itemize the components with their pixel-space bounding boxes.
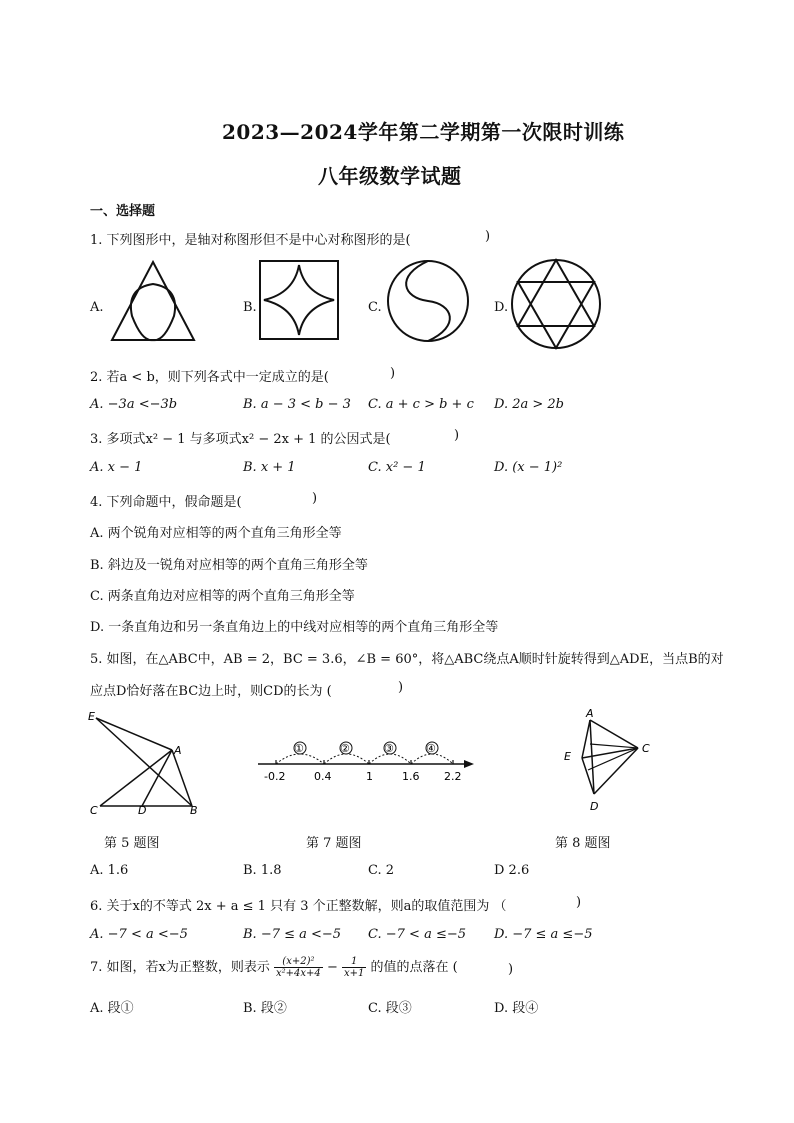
- q3-option-a: A. x − 1: [90, 460, 143, 475]
- fig8-label-e: E: [564, 750, 571, 763]
- q4-option-a: A. 两个锐角对应相等的两个直角三角形全等: [90, 526, 342, 541]
- figure-5-caption: 第 5 题图: [104, 836, 160, 851]
- q7-stem-pre: 7. 如图，若x为正整数，则表示: [90, 960, 270, 975]
- question-5-close: ): [398, 680, 404, 695]
- question-3-stem: 3. 多项式x² − 1 与多项式x² − 2x + 1 的公因式是(: [90, 432, 391, 447]
- q1-figure-a: [108, 258, 198, 344]
- q1-label-b: B.: [243, 300, 257, 315]
- fig7-seg-2: ②: [340, 742, 350, 755]
- q1-label-c: C.: [368, 300, 382, 315]
- fig5-label-c: C: [90, 804, 98, 817]
- q7-option-b: B. 段②: [243, 1001, 287, 1016]
- q5-option-d: D 2.6: [494, 863, 530, 878]
- question-1-stem: 1. 下列图形中，是轴对称图形但不是中心对称图形的是(: [90, 233, 411, 248]
- q4-option-b: B. 斜边及一锐角对应相等的两个直角三角形全等: [90, 558, 368, 573]
- fig7-seg-3: ③: [384, 742, 394, 755]
- q5-option-b: B. 1.8: [243, 863, 282, 878]
- q2-option-c: C. a + c > b + c: [368, 397, 474, 412]
- q7-stem-post: 的值的点落在 (: [370, 960, 458, 975]
- figure-8-caption: 第 8 题图: [555, 836, 611, 851]
- q3-option-d: D. (x − 1)²: [494, 460, 563, 475]
- question-2-stem: 2. 若a < b，则下列各式中一定成立的是(: [90, 370, 329, 385]
- fig5-label-b: B: [190, 804, 198, 817]
- q7-frac1-numerator: (x+2)²: [274, 956, 323, 968]
- q4-option-d: D. 一条直角边和另一条直角边上的中线对应相等的两个直角三角形全等: [90, 620, 499, 635]
- q7-option-a: A. 段①: [90, 1001, 134, 1016]
- q5-option-a: A. 1.6: [90, 863, 129, 878]
- q7-frac2-numerator: 1: [342, 956, 366, 968]
- q7-option-c: C. 段③: [368, 1001, 412, 1016]
- fig7-tick-5: 2.2: [444, 770, 462, 783]
- q6-option-d: D. −7 ≤ a ≤−5: [494, 927, 593, 942]
- q7-frac1-denominator: x²+4x+4: [276, 968, 321, 979]
- figure-8: [560, 708, 660, 816]
- q6-option-a: A. −7 < a <−5: [90, 927, 188, 942]
- q1-figure-b: [258, 259, 340, 341]
- fig7-seg-1: ①: [294, 742, 304, 755]
- fig7-tick-3: 1: [366, 770, 373, 783]
- q5-option-c: C. 2: [368, 863, 395, 878]
- fig8-label-d: D: [590, 800, 599, 813]
- q7-minus: −: [326, 960, 338, 975]
- question-5-line-2: 应点D恰好落在BC边上时，则CD的长为 (: [90, 684, 332, 699]
- q7-fraction-2: [342, 956, 366, 979]
- exam-title: 2023—2024学年第二学期第一次限时训练: [222, 120, 625, 144]
- section-heading: 一、选择题: [90, 204, 156, 219]
- q1-figure-d: [510, 258, 602, 350]
- question-2-close: ): [390, 366, 396, 381]
- figure-5: [86, 710, 208, 816]
- q6-option-b: B. −7 ≤ a <−5: [243, 927, 342, 942]
- q7-frac2-denominator: x+1: [343, 968, 365, 979]
- q1-label-a: A.: [90, 300, 104, 315]
- q2-option-a: A. −3a <−3b: [90, 397, 178, 412]
- fig7-seg-4: ④: [426, 742, 436, 755]
- figure-7-caption: 第 7 题图: [306, 836, 362, 851]
- question-5-line-1: 5. 如图，在△ABC中，AB = 2，BC = 3.6，∠B = 60°，将△ABC绕点A顺时针旋转得到△ADE，当点B的对: [90, 652, 724, 667]
- q1-figure-c: [385, 258, 471, 344]
- q2-option-d: D. 2a > 2b: [494, 397, 564, 412]
- fig7-tick-4: 1.6: [402, 770, 420, 783]
- question-4-stem: 4. 下列命题中，假命题是(: [90, 495, 242, 510]
- q2-option-b: B. a − 3 < b − 3: [243, 397, 351, 412]
- question-4-close: ): [312, 491, 318, 506]
- fig7-tick-2: 0.4: [314, 770, 332, 783]
- question-7-close: ): [508, 962, 514, 977]
- fig5-label-e: E: [88, 710, 95, 723]
- question-1-close: ): [485, 229, 491, 244]
- q4-option-c: C. 两条直角边对应相等的两个直角三角形全等: [90, 589, 355, 604]
- q1-label-d: D.: [494, 300, 509, 315]
- fig8-label-c: C: [642, 742, 650, 755]
- figure-7: [252, 738, 480, 784]
- fig5-label-a: A: [174, 744, 182, 757]
- fig5-label-d: D: [138, 804, 147, 817]
- q3-option-b: B. x + 1: [243, 460, 296, 475]
- q7-option-d: D. 段④: [494, 1001, 539, 1016]
- fig8-label-a: A: [586, 707, 594, 720]
- q3-option-c: C. x² − 1: [368, 460, 426, 475]
- question-3-close: ): [454, 428, 460, 443]
- fig7-tick-1: -0.2: [264, 770, 286, 783]
- q6-option-c: C. −7 < a ≤−5: [368, 927, 467, 942]
- question-6-stem: 6. 关于x的不等式 2x + a ≤ 1 只有 3 个正整数解，则a的取值范围为 （: [90, 899, 507, 914]
- exam-subtitle: 八年级数学试题: [318, 164, 462, 188]
- q7-fraction-1: [274, 956, 323, 979]
- question-7-stem: [90, 956, 458, 979]
- question-6-close: ): [576, 895, 582, 910]
